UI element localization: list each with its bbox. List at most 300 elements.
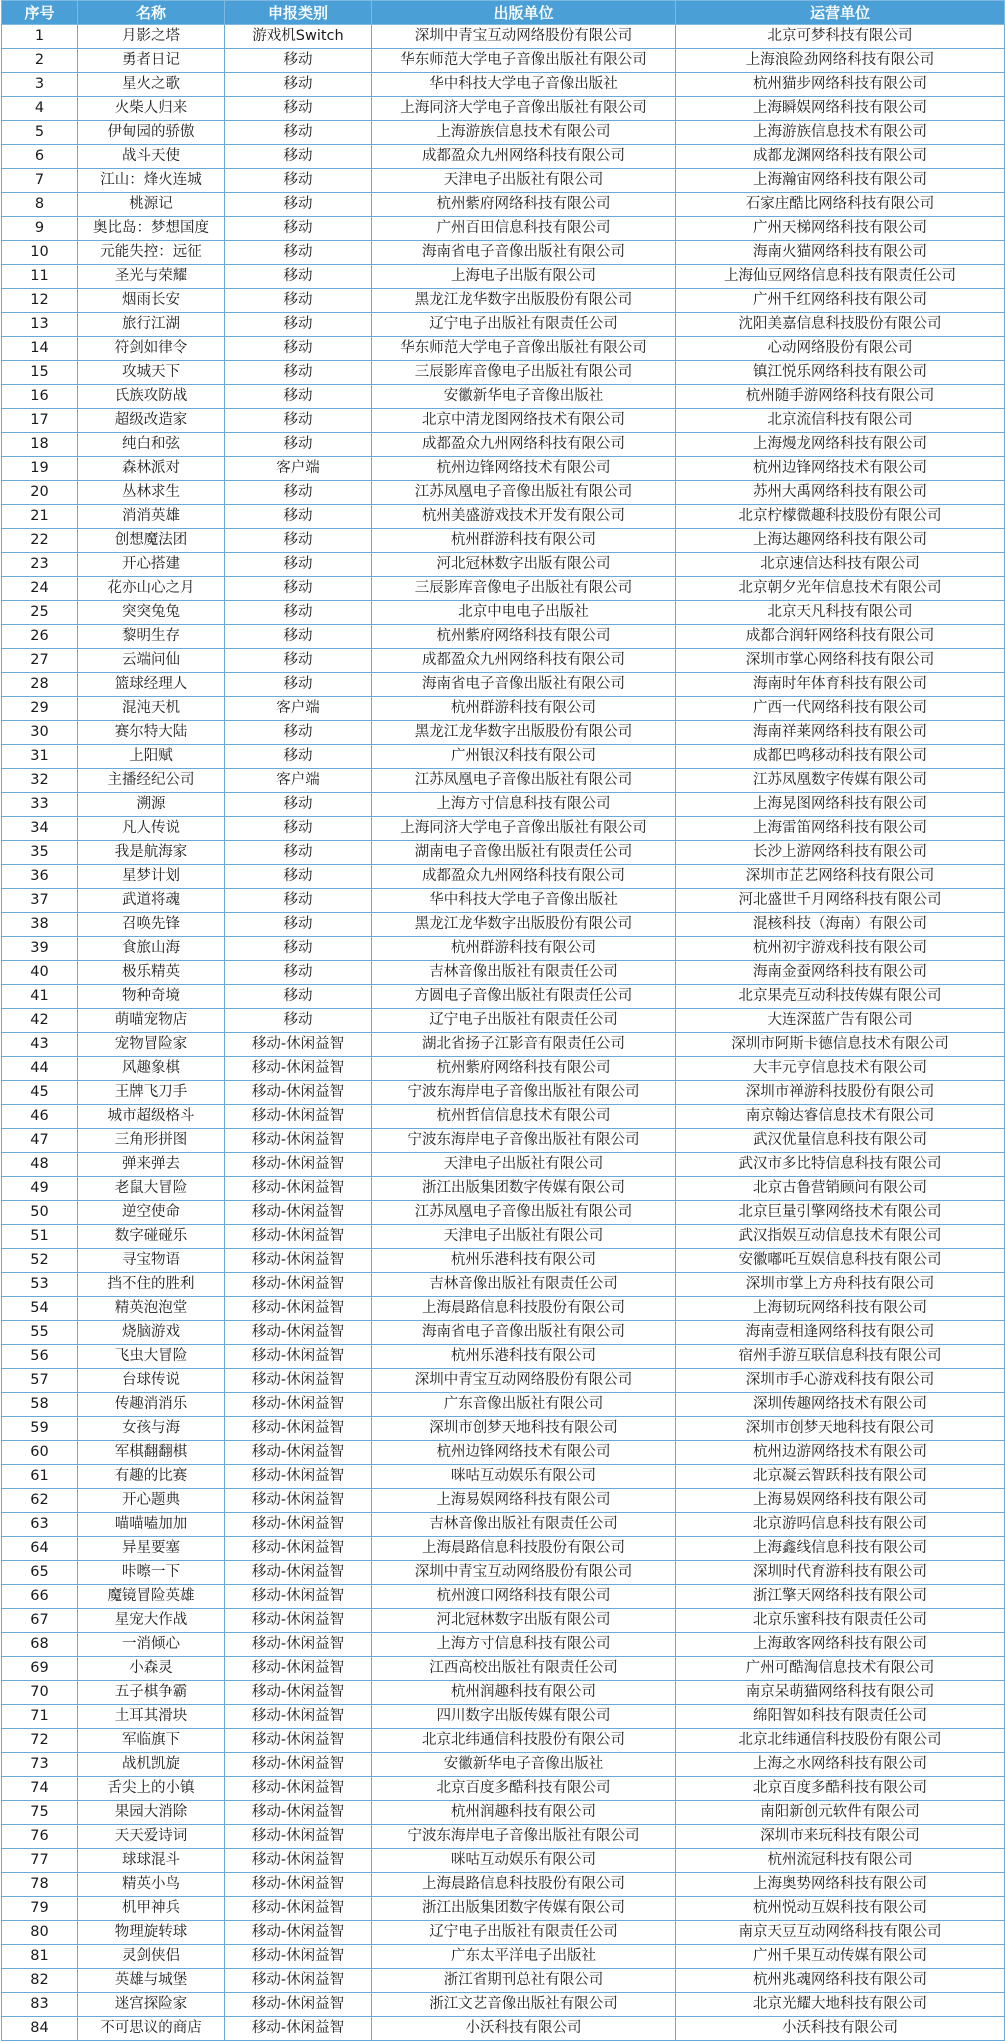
table-row <box>2 409 1005 433</box>
cell-category: 移动-休闲益智 <box>225 1081 372 1105</box>
cell-operator: 北京流信科技有限公司 <box>676 409 1005 433</box>
cell-publisher: 上海方寸信息科技有限公司 <box>372 1633 676 1657</box>
cell-category: 移动 <box>225 937 372 961</box>
table-row <box>2 769 1005 793</box>
cell-category: 移动 <box>225 241 372 265</box>
cell-category: 移动-休闲益智 <box>225 1753 372 1777</box>
cell-publisher: 天津电子出版社有限公司 <box>372 169 676 193</box>
cell-publisher: 成都盈众九州网络科技有限公司 <box>372 145 676 169</box>
cell-publisher: 海南省电子音像出版社有限公司 <box>372 673 676 697</box>
cell-name: 数字碰碰乐 <box>78 1225 225 1249</box>
cell-name: 果园大消除 <box>78 1801 225 1825</box>
cell-publisher: 杭州乐港科技有限公司 <box>372 1249 676 1273</box>
cell-operator: 宿州手游互联信息科技有限公司 <box>676 1345 1005 1369</box>
cell-name: 精英泡泡堂 <box>78 1297 225 1321</box>
cell-operator: 深圳市来玩科技有限公司 <box>676 1825 1005 1849</box>
cell-name: 元能失控：远征 <box>78 241 225 265</box>
cell-category: 移动 <box>225 793 372 817</box>
cell-publisher: 广东太平洋电子出版社 <box>372 1945 676 1969</box>
cell-publisher: 北京中清龙图网络技术有限公司 <box>372 409 676 433</box>
cell-category: 移动 <box>225 193 372 217</box>
cell-publisher: 杭州美盛游戏技术开发有限公司 <box>372 505 676 529</box>
header-index: 序号 <box>2 1 78 25</box>
cell-category: 移动-休闲益智 <box>225 1801 372 1825</box>
cell-index: 69 <box>2 1657 78 1681</box>
cell-index: 72 <box>2 1729 78 1753</box>
table-row <box>2 1441 1005 1465</box>
cell-publisher: 三辰影库音像电子出版社有限公司 <box>372 577 676 601</box>
cell-publisher: 辽宁电子出版社有限责任公司 <box>372 1009 676 1033</box>
table-row <box>2 937 1005 961</box>
table-row <box>2 673 1005 697</box>
table-row <box>2 577 1005 601</box>
cell-publisher: 吉林音像出版社有限责任公司 <box>372 1273 676 1297</box>
cell-index: 17 <box>2 409 78 433</box>
cell-operator: 武汉市多比特信息科技有限公司 <box>676 1153 1005 1177</box>
table-row <box>2 1177 1005 1201</box>
cell-name: 开心搭建 <box>78 553 225 577</box>
cell-index: 5 <box>2 121 78 145</box>
cell-category: 移动 <box>225 505 372 529</box>
cell-index: 2 <box>2 49 78 73</box>
cell-index: 1 <box>2 25 78 49</box>
cell-publisher: 海南省电子音像出版社有限公司 <box>372 1321 676 1345</box>
cell-operator: 武汉优量信息科技有限公司 <box>676 1129 1005 1153</box>
cell-index: 3 <box>2 73 78 97</box>
cell-operator: 深圳市禅游科技股份有限公司 <box>676 1081 1005 1105</box>
cell-name: 逆空使命 <box>78 1201 225 1225</box>
cell-name: 桃源记 <box>78 193 225 217</box>
table-row <box>2 505 1005 529</box>
cell-index: 7 <box>2 169 78 193</box>
cell-category: 移动 <box>225 913 372 937</box>
table-body <box>2 25 1005 2041</box>
cell-name: 有趣的比赛 <box>78 1465 225 1489</box>
table-row <box>2 265 1005 289</box>
cell-name: 五子棋争霸 <box>78 1681 225 1705</box>
table-row <box>2 1585 1005 1609</box>
table-row <box>2 25 1005 49</box>
cell-index: 41 <box>2 985 78 1009</box>
cell-index: 44 <box>2 1057 78 1081</box>
table-row <box>2 1489 1005 1513</box>
cell-operator: 深圳市阿斯卡德信息技术有限公司 <box>676 1033 1005 1057</box>
table-row <box>2 553 1005 577</box>
cell-index: 59 <box>2 1417 78 1441</box>
cell-category: 移动-休闲益智 <box>225 1993 372 2017</box>
cell-category: 移动 <box>225 985 372 1009</box>
cell-name: 英雄与城堡 <box>78 1969 225 1993</box>
cell-index: 64 <box>2 1537 78 1561</box>
cell-name: 精英小鸟 <box>78 1873 225 1897</box>
cell-category: 移动-休闲益智 <box>225 2017 372 2041</box>
cell-publisher: 宁波东海岸电子音像出版社有限公司 <box>372 1129 676 1153</box>
cell-category: 移动-休闲益智 <box>225 1153 372 1177</box>
cell-index: 80 <box>2 1921 78 1945</box>
cell-name: 咔嚓一下 <box>78 1561 225 1585</box>
cell-name: 突突兔兔 <box>78 601 225 625</box>
table-row <box>2 625 1005 649</box>
cell-index: 16 <box>2 385 78 409</box>
cell-index: 23 <box>2 553 78 577</box>
cell-index: 21 <box>2 505 78 529</box>
cell-operator: 广州天梯网络科技有限公司 <box>676 217 1005 241</box>
cell-name: 森林派对 <box>78 457 225 481</box>
cell-operator: 深圳传趣网络技术有限公司 <box>676 1393 1005 1417</box>
table-row <box>2 145 1005 169</box>
cell-index: 84 <box>2 2017 78 2041</box>
cell-category: 移动 <box>225 409 372 433</box>
cell-index: 29 <box>2 697 78 721</box>
cell-category: 移动-休闲益智 <box>225 1897 372 1921</box>
cell-name: 一消倾心 <box>78 1633 225 1657</box>
table-row <box>2 1009 1005 1033</box>
cell-name: 机甲神兵 <box>78 1897 225 1921</box>
cell-operator: 杭州猫步网络科技有限公司 <box>676 73 1005 97</box>
cell-category: 移动 <box>225 577 372 601</box>
table-row <box>2 1801 1005 1825</box>
cell-operator: 上海游族信息技术有限公司 <box>676 121 1005 145</box>
table-row <box>2 49 1005 73</box>
cell-category: 移动-休闲益智 <box>225 1657 372 1681</box>
cell-publisher: 湖北省扬子江影音有限责任公司 <box>372 1033 676 1057</box>
cell-index: 30 <box>2 721 78 745</box>
table-row <box>2 1561 1005 1585</box>
cell-index: 68 <box>2 1633 78 1657</box>
cell-operator: 上海晃图网络科技有限公司 <box>676 793 1005 817</box>
cell-category: 移动 <box>225 553 372 577</box>
cell-name: 凡人传说 <box>78 817 225 841</box>
cell-index: 24 <box>2 577 78 601</box>
cell-operator: 北京可梦科技有限公司 <box>676 25 1005 49</box>
cell-category: 客户端 <box>225 457 372 481</box>
cell-publisher: 广州银汉科技有限公司 <box>372 745 676 769</box>
cell-operator: 深圳市手心游戏科技有限公司 <box>676 1369 1005 1393</box>
cell-operator: 成都巴鸣移动科技有限公司 <box>676 745 1005 769</box>
cell-name: 战斗天使 <box>78 145 225 169</box>
cell-index: 67 <box>2 1609 78 1633</box>
table-row <box>2 841 1005 865</box>
cell-name: 篮球经理人 <box>78 673 225 697</box>
cell-publisher: 北京中电电子出版社 <box>372 601 676 625</box>
cell-category: 移动-休闲益智 <box>225 1441 372 1465</box>
cell-operator: 北京乐蜜科技有限责任公司 <box>676 1609 1005 1633</box>
cell-publisher: 杭州紫府网络科技有限公司 <box>372 1057 676 1081</box>
cell-index: 65 <box>2 1561 78 1585</box>
cell-category: 移动-休闲益智 <box>225 1057 372 1081</box>
cell-name: 混沌天机 <box>78 697 225 721</box>
cell-name: 旅行江湖 <box>78 313 225 337</box>
cell-publisher: 杭州群游科技有限公司 <box>372 937 676 961</box>
cell-publisher: 上海游族信息技术有限公司 <box>372 121 676 145</box>
cell-index: 43 <box>2 1033 78 1057</box>
cell-name: 女孩与海 <box>78 1417 225 1441</box>
cell-operator: 深圳市掌上方舟科技有限公司 <box>676 1273 1005 1297</box>
cell-category: 移动 <box>225 97 372 121</box>
cell-publisher: 辽宁电子出版社有限责任公司 <box>372 313 676 337</box>
table-row <box>2 529 1005 553</box>
cell-publisher: 浙江文艺音像出版社有限公司 <box>372 1993 676 2017</box>
cell-index: 66 <box>2 1585 78 1609</box>
cell-index: 40 <box>2 961 78 985</box>
cell-publisher: 成都盈众九州网络科技有限公司 <box>372 649 676 673</box>
cell-operator: 深圳时代育游科技有限公司 <box>676 1561 1005 1585</box>
table-row <box>2 1465 1005 1489</box>
cell-category: 移动-休闲益智 <box>225 1561 372 1585</box>
cell-operator: 武汉指娱互动信息技术有限公司 <box>676 1225 1005 1249</box>
cell-operator: 北京柠檬微趣科技股份有限公司 <box>676 505 1005 529</box>
cell-name: 异星要塞 <box>78 1537 225 1561</box>
cell-category: 移动 <box>225 337 372 361</box>
table-row <box>2 793 1005 817</box>
cell-operator: 海南金蚕网络科技有限公司 <box>676 961 1005 985</box>
cell-name: 火柴人归来 <box>78 97 225 121</box>
cell-index: 12 <box>2 289 78 313</box>
cell-publisher: 天津电子出版社有限公司 <box>372 1225 676 1249</box>
cell-name: 武道将魂 <box>78 889 225 913</box>
cell-operator: 杭州边游网络技术有限公司 <box>676 1441 1005 1465</box>
cell-operator: 海南壹相逢网络科技有限公司 <box>676 1321 1005 1345</box>
cell-category: 移动-休闲益智 <box>225 1777 372 1801</box>
cell-operator: 绵阳智如科技有限责任公司 <box>676 1705 1005 1729</box>
cell-publisher: 河北冠林数字出版有限公司 <box>372 1609 676 1633</box>
cell-category: 移动-休闲益智 <box>225 1921 372 1945</box>
cell-category: 移动-休闲益智 <box>225 1273 372 1297</box>
cell-operator: 杭州初宇游戏科技有限公司 <box>676 937 1005 961</box>
cell-index: 82 <box>2 1969 78 1993</box>
cell-index: 75 <box>2 1801 78 1825</box>
cell-category: 移动 <box>225 313 372 337</box>
cell-operator: 安徽嘟吒互娱信息科技有限公司 <box>676 1249 1005 1273</box>
cell-publisher: 上海易娱网络科技有限公司 <box>372 1489 676 1513</box>
cell-index: 55 <box>2 1321 78 1345</box>
cell-index: 25 <box>2 601 78 625</box>
cell-name: 挡不住的胜利 <box>78 1273 225 1297</box>
cell-operator: 大丰元亨信息技术有限公司 <box>676 1057 1005 1081</box>
cell-publisher: 小沃科技有限公司 <box>372 2017 676 2041</box>
cell-index: 13 <box>2 313 78 337</box>
cell-operator: 南阳新创元软件有限公司 <box>676 1801 1005 1825</box>
cell-operator: 小沃科技有限公司 <box>676 2017 1005 2041</box>
cell-index: 51 <box>2 1225 78 1249</box>
cell-index: 60 <box>2 1441 78 1465</box>
cell-index: 36 <box>2 865 78 889</box>
table-row <box>2 1777 1005 1801</box>
cell-operator: 上海易娱网络科技有限公司 <box>676 1489 1005 1513</box>
cell-name: 飞虫大冒险 <box>78 1345 225 1369</box>
cell-name: 黎明生存 <box>78 625 225 649</box>
table-row <box>2 457 1005 481</box>
header-publisher: 出版单位 <box>372 1 676 25</box>
table-row <box>2 961 1005 985</box>
cell-operator: 北京北纬通信科技股份有限公司 <box>676 1729 1005 1753</box>
cell-operator: 镇江悦乐网络科技有限公司 <box>676 361 1005 385</box>
cell-name: 符剑如律令 <box>78 337 225 361</box>
cell-publisher: 华中科技大学电子音像出版社 <box>372 889 676 913</box>
cell-operator: 心动网络股份有限公司 <box>676 337 1005 361</box>
cell-index: 11 <box>2 265 78 289</box>
cell-category: 移动 <box>225 385 372 409</box>
cell-category: 移动-休闲益智 <box>225 1201 372 1225</box>
cell-index: 45 <box>2 1081 78 1105</box>
cell-publisher: 咪咕互动娱乐有限公司 <box>372 1849 676 1873</box>
cell-publisher: 上海电子出版有限公司 <box>372 265 676 289</box>
cell-category: 移动-休闲益智 <box>225 1945 372 1969</box>
cell-index: 35 <box>2 841 78 865</box>
cell-publisher: 杭州紫府网络科技有限公司 <box>372 625 676 649</box>
cell-operator: 杭州兆魂网络科技有限公司 <box>676 1969 1005 1993</box>
cell-name: 上阳赋 <box>78 745 225 769</box>
table-row <box>2 1825 1005 1849</box>
cell-publisher: 杭州哲信信息技术有限公司 <box>372 1105 676 1129</box>
cell-category: 移动 <box>225 481 372 505</box>
cell-index: 37 <box>2 889 78 913</box>
cell-publisher: 浙江出版集团数字传媒有限公司 <box>372 1177 676 1201</box>
cell-name: 战机凯旋 <box>78 1753 225 1777</box>
cell-index: 19 <box>2 457 78 481</box>
cell-name: 宠物冒险家 <box>78 1033 225 1057</box>
header-operator: 运营单位 <box>676 1 1005 25</box>
cell-name: 月影之塔 <box>78 25 225 49</box>
cell-operator: 杭州边锋网络技术有限公司 <box>676 457 1005 481</box>
table-row <box>2 1153 1005 1177</box>
table-row <box>2 1681 1005 1705</box>
cell-operator: 上海瀚宙网络科技有限公司 <box>676 169 1005 193</box>
cell-operator: 广州可酷淘信息技术有限公司 <box>676 1657 1005 1681</box>
table-row <box>2 241 1005 265</box>
cell-operator: 上海雷笛网络科技有限公司 <box>676 817 1005 841</box>
cell-publisher: 上海同济大学电子音像出版社有限公司 <box>372 97 676 121</box>
table-row <box>2 1321 1005 1345</box>
table-row <box>2 865 1005 889</box>
cell-category: 移动 <box>225 265 372 289</box>
cell-publisher: 杭州边锋网络技术有限公司 <box>372 1441 676 1465</box>
cell-operator: 上海韧玩网络科技有限公司 <box>676 1297 1005 1321</box>
cell-index: 81 <box>2 1945 78 1969</box>
cell-publisher: 杭州群游科技有限公司 <box>372 529 676 553</box>
cell-publisher: 江苏凤凰电子音像出版社有限公司 <box>372 481 676 505</box>
cell-name: 魔镜冒险英雄 <box>78 1585 225 1609</box>
cell-category: 移动 <box>225 889 372 913</box>
cell-index: 9 <box>2 217 78 241</box>
cell-category: 客户端 <box>225 769 372 793</box>
cell-publisher: 杭州紫府网络科技有限公司 <box>372 193 676 217</box>
cell-operator: 沈阳美嘉信息科技股份有限公司 <box>676 313 1005 337</box>
cell-category: 移动-休闲益智 <box>225 1105 372 1129</box>
table-row <box>2 433 1005 457</box>
cell-category: 移动 <box>225 121 372 145</box>
cell-category: 移动-休闲益智 <box>225 1633 372 1657</box>
table-row <box>2 721 1005 745</box>
cell-index: 50 <box>2 1201 78 1225</box>
cell-name: 烧脑游戏 <box>78 1321 225 1345</box>
cell-publisher: 上海晨路信息科技股份有限公司 <box>372 1297 676 1321</box>
cell-category: 移动-休闲益智 <box>225 1489 372 1513</box>
table-row <box>2 313 1005 337</box>
table-row <box>2 913 1005 937</box>
cell-index: 22 <box>2 529 78 553</box>
cell-index: 34 <box>2 817 78 841</box>
cell-category: 移动-休闲益智 <box>225 1969 372 1993</box>
cell-name: 星宠大作战 <box>78 1609 225 1633</box>
table-row <box>2 73 1005 97</box>
cell-publisher: 深圳中青宝互动网络股份有限公司 <box>372 1369 676 1393</box>
cell-publisher: 上海晨路信息科技股份有限公司 <box>372 1873 676 1897</box>
cell-category: 移动 <box>225 433 372 457</box>
cell-category: 移动-休闲益智 <box>225 1681 372 1705</box>
cell-publisher: 华东师范大学电子音像出版社有限公司 <box>372 337 676 361</box>
cell-operator: 上海敢客网络科技有限公司 <box>676 1633 1005 1657</box>
cell-category: 移动-休闲益智 <box>225 1345 372 1369</box>
cell-index: 39 <box>2 937 78 961</box>
cell-name: 迷宫探险家 <box>78 1993 225 2017</box>
cell-name: 风趣象棋 <box>78 1057 225 1081</box>
table-row <box>2 217 1005 241</box>
cell-operator: 北京速信达科技有限公司 <box>676 553 1005 577</box>
cell-category: 移动 <box>225 601 372 625</box>
cell-operator: 杭州流冠科技有限公司 <box>676 1849 1005 1873</box>
cell-index: 63 <box>2 1513 78 1537</box>
table-row <box>2 1345 1005 1369</box>
cell-publisher: 杭州群游科技有限公司 <box>372 697 676 721</box>
cell-index: 18 <box>2 433 78 457</box>
table-row <box>2 1033 1005 1057</box>
table-row <box>2 1297 1005 1321</box>
cell-category: 移动-休闲益智 <box>225 1513 372 1537</box>
cell-index: 47 <box>2 1129 78 1153</box>
cell-name: 丛林求生 <box>78 481 225 505</box>
approval-list-table <box>1 0 1005 2041</box>
table-row <box>2 1249 1005 1273</box>
cell-name: 我是航海家 <box>78 841 225 865</box>
cell-operator: 浙江擎天网络科技有限公司 <box>676 1585 1005 1609</box>
cell-operator: 上海达趣网络科技有限公司 <box>676 529 1005 553</box>
cell-category: 移动-休闲益智 <box>225 1417 372 1441</box>
table-row <box>2 97 1005 121</box>
cell-name: 圣光与荣耀 <box>78 265 225 289</box>
cell-operator: 北京天凡科技有限公司 <box>676 601 1005 625</box>
cell-category: 移动 <box>225 289 372 313</box>
cell-category: 移动-休闲益智 <box>225 1225 372 1249</box>
cell-index: 62 <box>2 1489 78 1513</box>
cell-index: 83 <box>2 1993 78 2017</box>
cell-name: 灵剑侠侣 <box>78 1945 225 1969</box>
cell-operator: 南京翰达睿信息技术有限公司 <box>676 1105 1005 1129</box>
cell-category: 客户端 <box>225 697 372 721</box>
cell-operator: 北京巨量引擎网络技术有限公司 <box>676 1201 1005 1225</box>
cell-index: 71 <box>2 1705 78 1729</box>
cell-publisher: 上海方寸信息科技有限公司 <box>372 793 676 817</box>
cell-publisher: 河北冠林数字出版有限公司 <box>372 553 676 577</box>
cell-name: 江山：烽火连城 <box>78 169 225 193</box>
cell-index: 73 <box>2 1753 78 1777</box>
table-row <box>2 1609 1005 1633</box>
cell-operator: 成都龙渊网络科技有限公司 <box>676 145 1005 169</box>
cell-category: 移动-休闲益智 <box>225 1873 372 1897</box>
table-row <box>2 817 1005 841</box>
cell-operator: 上海熳龙网络科技有限公司 <box>676 433 1005 457</box>
table-row <box>2 1705 1005 1729</box>
cell-category: 移动 <box>225 625 372 649</box>
table-row <box>2 1921 1005 1945</box>
cell-publisher: 杭州乐港科技有限公司 <box>372 1345 676 1369</box>
cell-index: 32 <box>2 769 78 793</box>
cell-publisher: 江苏凤凰电子音像出版社有限公司 <box>372 769 676 793</box>
cell-name: 星梦计划 <box>78 865 225 889</box>
cell-operator: 上海浪险劲网络科技有限公司 <box>676 49 1005 73</box>
cell-operator: 长沙上游网络科技有限公司 <box>676 841 1005 865</box>
cell-category: 移动 <box>225 49 372 73</box>
